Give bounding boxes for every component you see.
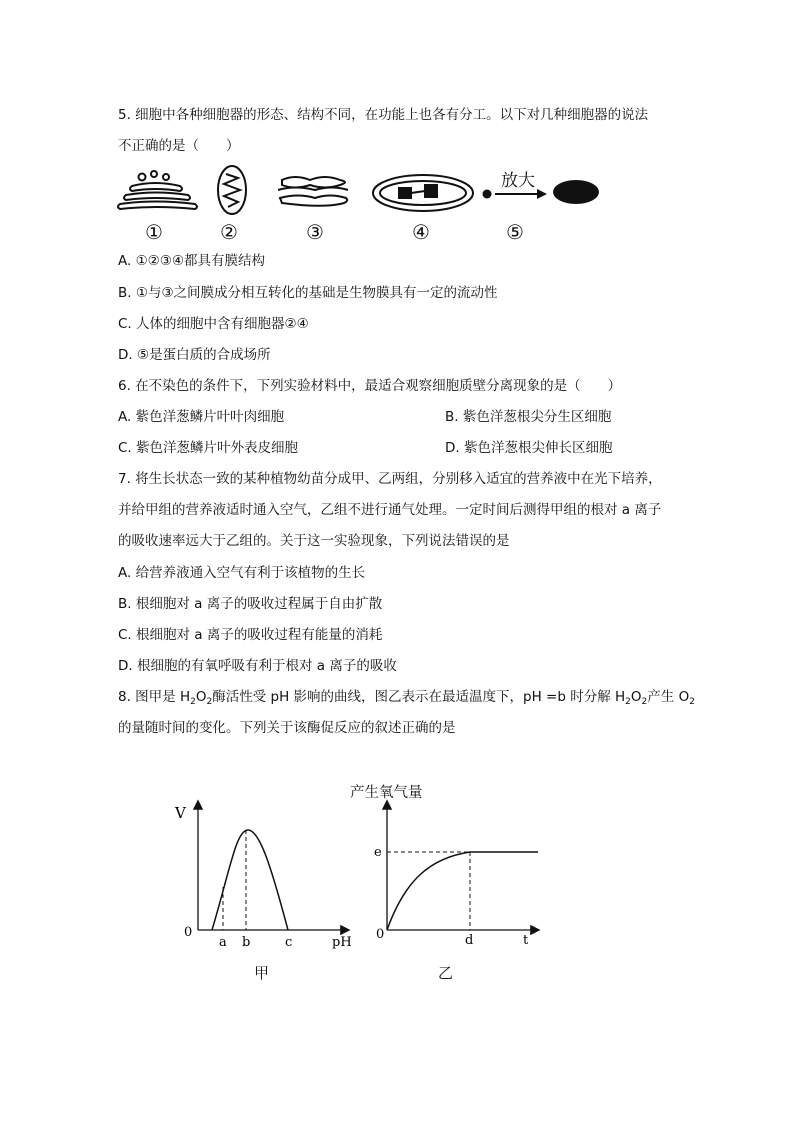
q7-option-a: A. 给营养液通入空气有利于该植物的生长 bbox=[118, 565, 366, 581]
fig-label-3: ③ bbox=[306, 220, 324, 244]
q7-stem-line2: 并给甲组的营养液适时通入空气，乙组不进行通气处理。一定时间后测得甲组的根对 a 离子 bbox=[118, 502, 662, 518]
yi-origin: 0 bbox=[376, 927, 385, 942]
graph-jia bbox=[160, 790, 360, 990]
q8-stem-line2: 的量随时间的变化。下列关于该酶促反应的叙述正确的是 bbox=[118, 720, 456, 736]
q7-stem-line3: 的吸收速率远大于乙组的。关于这一实验现象，下列说法错误的是 bbox=[118, 533, 510, 549]
q5-stem-line1: 5. 细胞中各种细胞器的形态、结构不同，在功能上也各有分工。以下对几种细胞器的说法 bbox=[118, 107, 649, 123]
q5-option-c: C. 人体的细胞中含有细胞器②④ bbox=[118, 316, 309, 332]
jia-tick-b: b bbox=[242, 935, 251, 950]
q6-option-c: C. 紫色洋葱鳞片叶外表皮细胞 bbox=[118, 440, 299, 456]
yi-tick-e: e bbox=[374, 845, 382, 860]
q5-option-a: A. ①②③④都具有膜结构 bbox=[118, 253, 265, 269]
graph-yi bbox=[360, 790, 560, 990]
jia-x-label: pH bbox=[332, 935, 352, 950]
er-drawing bbox=[278, 177, 348, 206]
jia-origin: 0 bbox=[184, 925, 193, 940]
q7-option-d: D. 根细胞的有氧呼吸有利于根对 a 离子的吸收 bbox=[118, 658, 397, 674]
ribosome-drawing bbox=[483, 180, 600, 204]
q8-stem-line1: 8. 图甲是 $H_2O_2$酶活性受 pH 影响的曲线，图乙表示在最适温度下，pH =b 时分解 $H_2O_2$产生 $O_2$ bbox=[118, 689, 695, 707]
enlarge-label: 放大 bbox=[501, 171, 535, 191]
fig-label-1: ① bbox=[145, 220, 163, 244]
yi-tick-d: d bbox=[465, 933, 474, 948]
q6-option-d: D. 紫色洋葱根尖伸长区细胞 bbox=[445, 440, 613, 456]
jia-tick-c: c bbox=[285, 935, 293, 950]
q6-stem: 6. 在不染色的条件下，下列实验材料中，最适合观察细胞质壁分离现象的是（ ） bbox=[118, 378, 622, 394]
fig-label-2: ② bbox=[220, 220, 238, 244]
yi-curve bbox=[387, 852, 538, 930]
mitochondrion-drawing bbox=[218, 166, 246, 214]
q5-option-b: B. ①与③之间膜成分相互转化的基础是生物膜具有一定的流动性 bbox=[118, 285, 498, 301]
q6-option-a: A. 紫色洋葱鳞片叶叶肉细胞 bbox=[118, 409, 285, 425]
yi-title: 产生氧气量 bbox=[350, 785, 423, 801]
q5-option-d: D. ⑤是蛋白质的合成场所 bbox=[118, 347, 271, 363]
jia-caption: 甲 bbox=[254, 964, 270, 982]
q7-option-b: B. 根细胞对 a 离子的吸收过程属于自由扩散 bbox=[118, 596, 383, 612]
jia-tick-a: a bbox=[219, 935, 227, 950]
q6-option-b: B. 紫色洋葱根尖分生区细胞 bbox=[445, 409, 612, 425]
fig-label-4: ④ bbox=[412, 220, 430, 244]
q7-option-c: C. 根细胞对 a 离子的吸收过程有能量的消耗 bbox=[118, 627, 383, 643]
yi-x-label: t bbox=[523, 933, 529, 948]
q7-stem-line1: 7. 将生长状态一致的某种植物幼苗分成甲、乙两组，分别移入适宜的营养液中在光下培养， bbox=[118, 471, 662, 487]
yi-caption: 乙 bbox=[438, 964, 454, 982]
organelle-figure bbox=[110, 160, 610, 250]
q5-stem-line2: 不正确的是（ ） bbox=[118, 138, 240, 154]
golgi-drawing bbox=[118, 171, 197, 209]
chloroplast-drawing bbox=[373, 175, 473, 211]
jia-y-label: V bbox=[175, 804, 186, 822]
fig-label-5: ⑤ bbox=[506, 220, 524, 244]
